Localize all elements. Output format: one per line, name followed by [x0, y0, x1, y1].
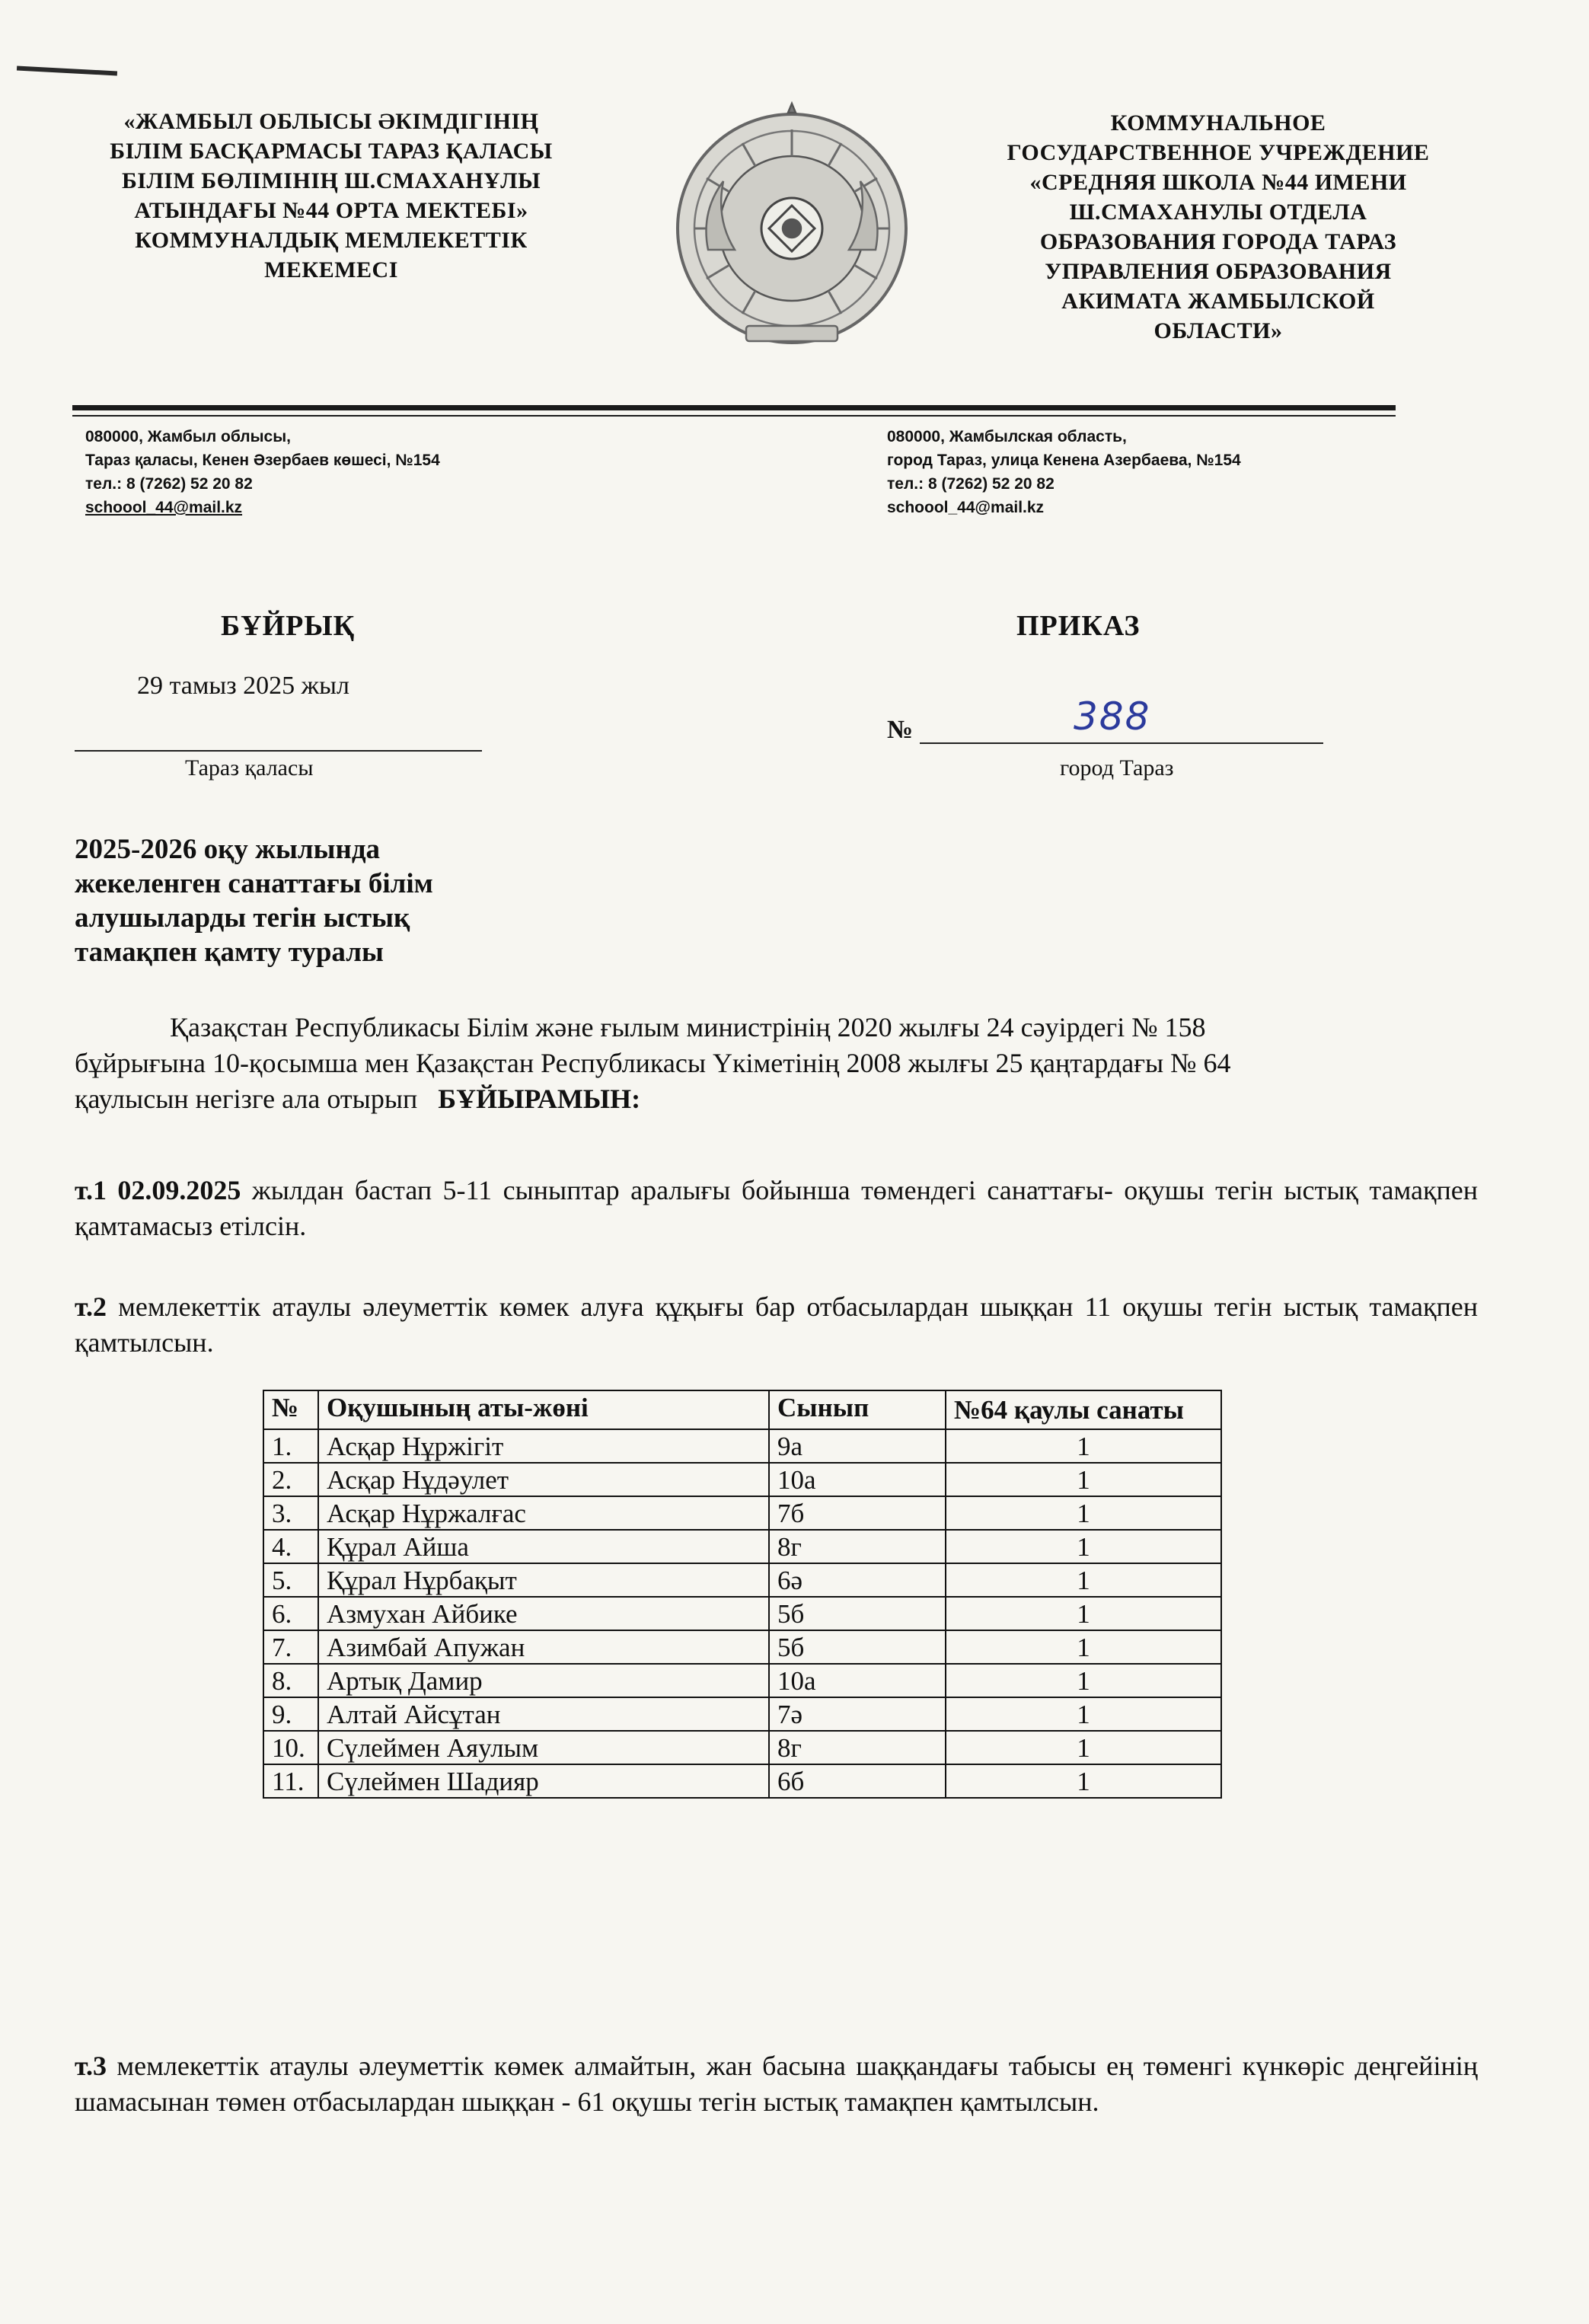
student-name: Асқар Нұдәулет — [318, 1463, 769, 1496]
intro-line: бұйрығына 10-қосымша мен Қазақстан Республикасы Үкіметінің 2008 жылғы 25 қаңтардағы № 64 — [75, 1048, 1231, 1078]
header-left-line: «ЖАМБЫЛ ОБЛЫСЫ ӘКІМДІГІНІҢ — [123, 109, 539, 134]
student-name: Алтай Айсұтан — [318, 1697, 769, 1731]
table-row — [263, 1697, 1221, 1731]
student-class: 6б — [769, 1764, 946, 1798]
col-name-header: Оқушының аты-жөні — [318, 1390, 769, 1429]
row-number: 9. — [263, 1697, 318, 1731]
order-title-russian: ПРИКАЗ — [1016, 610, 1141, 642]
state-emblem-icon — [662, 97, 921, 360]
student-name: Асқар Нұржігіт — [318, 1429, 769, 1463]
address-russian — [887, 425, 1241, 519]
student-class: 10а — [769, 1463, 946, 1496]
subject-line: тамақпен қамту туралы — [75, 937, 384, 968]
address-kazakh — [85, 425, 440, 519]
student-name: Құрал Айша — [318, 1530, 769, 1563]
student-category: 1 — [946, 1563, 1221, 1597]
address-line: 080000, Жамбыл облысы, — [85, 428, 291, 445]
scan-mark — [17, 66, 117, 76]
student-class: 8г — [769, 1530, 946, 1563]
row-number: 7. — [263, 1630, 318, 1664]
table-header-row — [263, 1390, 1221, 1429]
student-class: 6ә — [769, 1563, 946, 1597]
address-line: 080000, Жамбылская область, — [887, 428, 1127, 445]
table-row — [263, 1764, 1221, 1798]
order-date: 29 тамыз 2025 жыл — [137, 672, 349, 700]
point-3-label: т.3 — [75, 2051, 107, 2081]
header-right-line: ОБРАЗОВАНИЯ ГОРОДА ТАРАЗ — [1039, 229, 1397, 254]
table-row — [263, 1630, 1221, 1664]
point-2 — [75, 1289, 1478, 1361]
address-line: Тараз қаласы, Кенен Әзербаев көшесі, №154 — [85, 452, 440, 469]
student-category: 1 — [946, 1530, 1221, 1563]
students-table — [263, 1390, 1222, 1799]
table-row — [263, 1731, 1221, 1764]
row-number: 3. — [263, 1496, 318, 1530]
student-category: 1 — [946, 1496, 1221, 1530]
row-number: 1. — [263, 1429, 318, 1463]
student-category: 1 — [946, 1429, 1221, 1463]
student-name: Асқар Нұржалғас — [318, 1496, 769, 1530]
subject-line: алушыларды тегін ыстық — [75, 902, 410, 934]
header-right-line: КОММУНАЛЬНОЕ — [1110, 110, 1326, 136]
student-category: 1 — [946, 1664, 1221, 1697]
table-row — [263, 1463, 1221, 1496]
student-category: 1 — [946, 1630, 1221, 1664]
table-row — [263, 1530, 1221, 1563]
row-number: 4. — [263, 1530, 318, 1563]
student-class: 7б — [769, 1496, 946, 1530]
header-left-line: БІЛІМ БӨЛІМІНІҢ Ш.СМАХАНҰЛЫ — [121, 168, 541, 193]
order-title-kazakh: БҰЙРЫҚ — [221, 610, 356, 642]
header-right-line: УПРАВЛЕНИЯ ОБРАЗОВАНИЯ — [1045, 259, 1392, 284]
point-1-label: т.1 02.09.2025 — [75, 1175, 241, 1205]
header-kazakh-org-name — [72, 107, 590, 285]
city-russian: город Тараз — [1060, 755, 1174, 781]
subject-line: жекеленген санаттағы білім — [75, 868, 433, 899]
city-kazakh: Тараз қаласы — [185, 755, 314, 781]
row-number: 2. — [263, 1463, 318, 1496]
point-3-text: мемлекеттік атаулы әлеуметтік көмек алмайтын, жан басына шаққандағы табысы ең төменгі күнкөріс деңгейінің шамасынан төмен отбасылардан шыққан - 61 оқушы тегін ыстық тамақпен қамтылсын. — [75, 2051, 1478, 2117]
phone-line: тел.: 8 (7262) 52 20 82 — [887, 475, 1055, 493]
row-number: 6. — [263, 1597, 318, 1630]
number-underline — [920, 742, 1323, 744]
point-1-text: жылдан бастап 5-11 сыныптар аралығы бойынша төмендегі санаттағы- оқушы тегін ыстық тамақпен қамтамасыз етілсін. — [75, 1175, 1478, 1241]
row-number: 11. — [263, 1764, 318, 1798]
col-category-header: №64 қаулы санаты — [946, 1390, 1221, 1429]
student-name: Құрал Нұрбақыт — [318, 1563, 769, 1597]
student-category: 1 — [946, 1697, 1221, 1731]
student-name: Азимбай Апужан — [318, 1630, 769, 1664]
header-divider-thick — [72, 405, 1396, 410]
header-left-line: КОММУНАЛДЫҚ МЕМЛЕКЕТТІК — [135, 228, 528, 253]
student-category: 1 — [946, 1463, 1221, 1496]
table-row — [263, 1597, 1221, 1630]
table-row — [263, 1429, 1221, 1463]
student-name: Сүлеймен Шадияр — [318, 1764, 769, 1798]
address-line: город Тараз, улица Кенена Азербаева, №154 — [887, 452, 1241, 469]
table-row — [263, 1496, 1221, 1530]
header-left-line: МЕКЕМЕСІ — [264, 257, 398, 283]
student-name: Сүлеймен Аяулым — [318, 1731, 769, 1764]
order-number-handwritten: 388 — [1074, 694, 1151, 739]
header-right-line: ГОСУДАРСТВЕННОЕ УЧРЕЖДЕНИЕ — [1007, 140, 1430, 165]
student-class: 10а — [769, 1664, 946, 1697]
student-category: 1 — [946, 1731, 1221, 1764]
header-left-line: АТЫНДАҒЫ №44 ОРТА МЕКТЕБІ» — [134, 198, 528, 223]
command-word: БҰЙЫРАМЫН: — [438, 1084, 641, 1114]
table-row — [263, 1664, 1221, 1697]
intro-line — [75, 1081, 1483, 1117]
row-number: 5. — [263, 1563, 318, 1597]
point-1 — [75, 1173, 1478, 1244]
header-divider-thin — [72, 415, 1396, 417]
student-category: 1 — [946, 1597, 1221, 1630]
header-right-line: «СРЕДНЯЯ ШКОЛА №44 ИМЕНИ — [1029, 170, 1407, 195]
student-name: Азмухан Айбике — [318, 1597, 769, 1630]
intro-line: Қазақстан Республикасы Білім және ғылым министрінің 2020 жылғы 24 сәуірдегі № 158 — [170, 1012, 1206, 1042]
student-class: 8г — [769, 1731, 946, 1764]
email-link[interactable]: schoool_44@mail.kz — [85, 499, 243, 516]
table-row — [263, 1563, 1221, 1597]
header-right-line: ОБЛАСТИ» — [1153, 318, 1283, 343]
intro-line-text: қаулысын негізге ала отырып — [75, 1084, 418, 1114]
subject-line: 2025-2026 оқу жылында — [75, 834, 381, 865]
phone-line: тел.: 8 (7262) 52 20 82 — [85, 475, 253, 493]
date-underline — [75, 750, 482, 752]
header-right-line: АКИМАТА ЖАМБЫЛСКОЙ — [1061, 289, 1375, 314]
student-class: 5б — [769, 1630, 946, 1664]
order-subject — [75, 832, 433, 969]
student-name: Артық Дамир — [318, 1664, 769, 1697]
email-link[interactable]: schoool_44@mail.kz — [887, 499, 1045, 516]
student-class: 7ә — [769, 1697, 946, 1731]
col-number-header: № — [263, 1390, 318, 1429]
point-2-label: т.2 — [75, 1291, 107, 1322]
student-class: 9а — [769, 1429, 946, 1463]
point-2-text: мемлекеттік атаулы әлеуметтік көмек алуға құқығы бар отбасылардан шыққан 11 оқушы тегін ыстық тамақпен қамтылсын. — [75, 1291, 1478, 1358]
student-class: 5б — [769, 1597, 946, 1630]
row-number: 10. — [263, 1731, 318, 1764]
header-left-line: БІЛІМ БАСҚАРМАСЫ ТАРАЗ ҚАЛАСЫ — [110, 139, 553, 164]
header-russian-org-name — [944, 108, 1492, 346]
point-3 — [75, 2048, 1478, 2120]
header-right-line: Ш.СМАХАНУЛЫ ОТДЕЛА — [1069, 200, 1367, 225]
col-class-header: Сынып — [769, 1390, 946, 1429]
student-category: 1 — [946, 1764, 1221, 1798]
intro-paragraph — [75, 1010, 1483, 1117]
row-number: 8. — [263, 1664, 318, 1697]
order-number-sign: № — [887, 716, 914, 744]
